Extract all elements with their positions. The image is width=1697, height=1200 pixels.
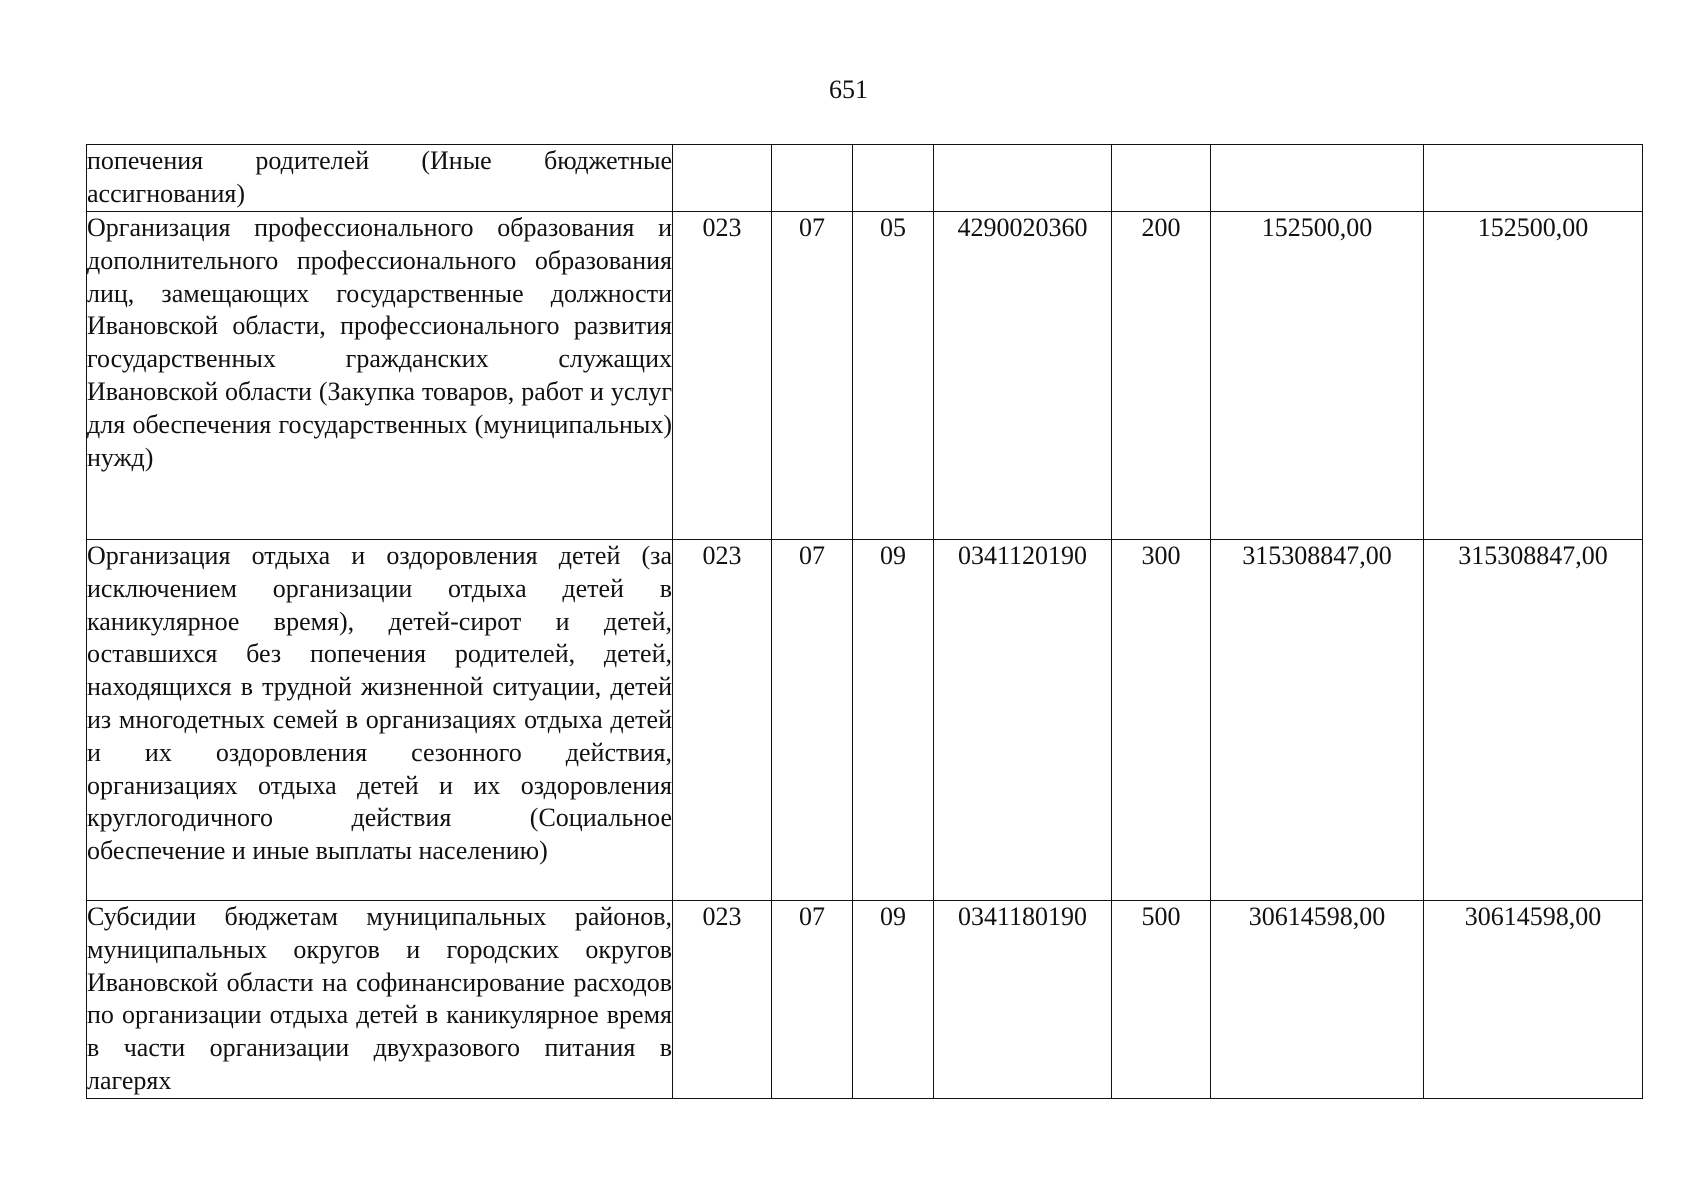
amount-2-cell: 152500,00 <box>1424 212 1643 540</box>
subsection-code-cell <box>853 145 934 212</box>
table-row <box>87 145 1643 212</box>
description-text: Организация отдыха и оздоровления детей (за исключением организации отдыха детей в каникулярное время), детей-сирот и детей, оставшихся без попечения родителей, детей, находящихся в трудной жизненной ситуации, детей из многодетных семей в организациях отдыха детей и их оздоровления сезонного действия, организациях отдыха детей и их оздоровления круглогодичного действия (Социальное обеспечение и иные выплаты населению) <box>87 541 672 866</box>
amount-2-cell: 315308847,00 <box>1424 540 1643 901</box>
section-code-cell <box>772 145 853 212</box>
page-number: 651 <box>829 75 868 104</box>
amount-1-cell: 30614598,00 <box>1211 901 1424 1099</box>
grbs-code-cell: 023 <box>673 212 772 540</box>
subsection-code-cell: 09 <box>853 901 934 1099</box>
expense-type-cell: 300 <box>1112 540 1211 901</box>
target-article-cell: 0341180190 <box>934 901 1112 1099</box>
row-description <box>87 901 673 1099</box>
expense-type-cell: 500 <box>1112 901 1211 1099</box>
row-description <box>87 145 673 212</box>
table-row <box>87 901 1643 1099</box>
description-text: попечения родителей (Иные бюджетные ассигнования) <box>87 146 672 208</box>
grbs-code-cell: 023 <box>673 540 772 901</box>
amount-1-cell: 152500,00 <box>1211 212 1424 540</box>
expense-type-cell <box>1112 145 1211 212</box>
amount-2-cell: 30614598,00 <box>1424 901 1643 1099</box>
budget-table <box>86 144 1643 1099</box>
section-code-cell: 07 <box>772 212 853 540</box>
section-code-cell: 07 <box>772 901 853 1099</box>
amount-2-cell <box>1424 145 1643 212</box>
grbs-code-cell: 023 <box>673 901 772 1099</box>
subsection-code-cell: 09 <box>853 540 934 901</box>
target-article-cell <box>934 145 1112 212</box>
target-article-cell: 0341120190 <box>934 540 1112 901</box>
expense-type-cell: 200 <box>1112 212 1211 540</box>
amount-1-cell <box>1211 145 1424 212</box>
row-description <box>87 212 673 540</box>
description-text: Организация профессионального образования и дополнительного профессионального образования лиц, замещающих государственные должности Ивановской области, профессионального развития государственных гражданских служащих Ивановской области (Закупка товаров, работ и услуг для обеспечения государственных (муниципальных) нужд) <box>87 213 672 472</box>
amount-1-cell: 315308847,00 <box>1211 540 1424 901</box>
target-article-cell: 4290020360 <box>934 212 1112 540</box>
section-code-cell: 07 <box>772 540 853 901</box>
grbs-code-cell <box>673 145 772 212</box>
subsection-code-cell: 05 <box>853 212 934 540</box>
table-row <box>87 540 1643 901</box>
row-description <box>87 540 673 901</box>
table-row <box>87 212 1643 540</box>
description-text: Субсидии бюджетам муниципальных районов, муниципальных округов и городских округов Ивановской области на софинансирование расходов по организации отдыха детей в каникулярное время в части организации двухразового питания в лагерях <box>87 902 672 1095</box>
